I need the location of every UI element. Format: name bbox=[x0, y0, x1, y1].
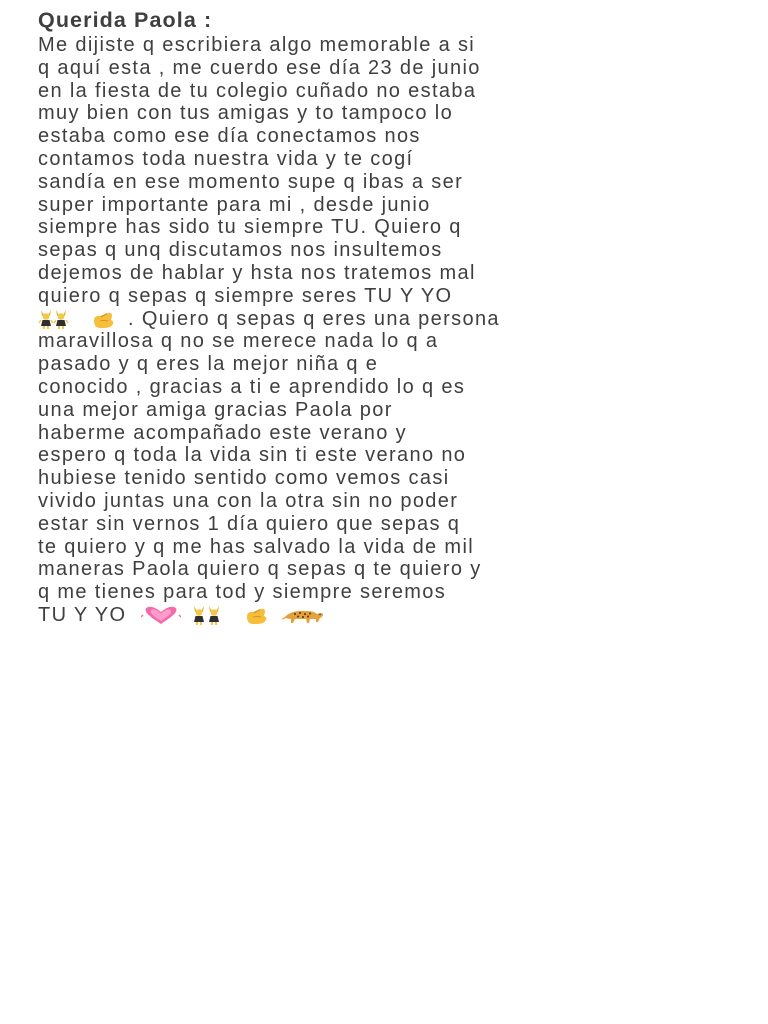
crossed-fingers-icon bbox=[243, 605, 271, 625]
letter-line: Me dijiste q escribiera algo memorable a si bbox=[38, 34, 476, 56]
women-with-bunny-ears-icon bbox=[38, 309, 80, 329]
letter-line: maneras Paola quiero q sepas q te quiero y bbox=[38, 558, 482, 581]
letter-line: espero q toda la vida sin ti este verano no bbox=[38, 444, 467, 467]
letter-line-text: . Quiero q sepas q eres una persona bbox=[128, 307, 500, 330]
letter-line: hubiese tenido sentido como vemos casi bbox=[38, 467, 450, 490]
letter-line: conocido , gracias a ti e aprendido lo q es bbox=[38, 375, 466, 398]
letter-line: super importante para mi , desde junio bbox=[38, 193, 431, 216]
letter-line: dejemos de hablar y hsta nos tratemos mal bbox=[38, 261, 476, 284]
letter-line: en la fiesta de tu colegio cuñado no estaba bbox=[38, 79, 477, 102]
letter bbox=[38, 6, 744, 627]
letter-line: quiero q sepas q siempre seres TU Y YO bbox=[38, 284, 453, 307]
letter-line-with-emoji bbox=[38, 308, 744, 331]
letter-line: te quiero y q me has salvado la vida de mil bbox=[38, 535, 475, 558]
letter-line: estaba como ese día conectamos nos bbox=[38, 125, 421, 148]
crossed-fingers-icon bbox=[90, 309, 118, 329]
letter-line: sandía en ese momento supe q ibas a ser bbox=[38, 170, 464, 193]
letter-line: una mejor amiga gracias Paola por bbox=[38, 398, 393, 421]
letter-line: haberme acompañado este verano y bbox=[38, 421, 407, 444]
letter-line: vivido juntas una con la otra sin no poder bbox=[38, 489, 459, 512]
letter-line-text: TU Y YO bbox=[38, 603, 127, 626]
letter-line: contamos toda nuestra vida y te cogí bbox=[38, 147, 414, 170]
letter-line: muy bien con tus amigas y to tampoco lo bbox=[38, 102, 454, 125]
letter-line: pasado y q eres la mejor niña q e bbox=[38, 353, 379, 376]
letter-line: maravillosa q no se merece nada lo q a bbox=[38, 330, 439, 353]
leopard-icon bbox=[281, 607, 325, 625]
letter-closing-line bbox=[38, 604, 744, 627]
letter-line: q me tienes para tod y siempre seremos bbox=[38, 581, 447, 604]
letter-line: sepas q unq discutamos nos insultemos bbox=[38, 239, 443, 262]
letter-line: siempre has sido tu siempre TU. Quiero q bbox=[38, 216, 462, 239]
women-with-bunny-ears-icon bbox=[191, 605, 233, 625]
letter-line: q aquí esta , me cuerdo ese día 23 de junio bbox=[38, 56, 481, 79]
letter-line: estar sin vernos 1 día quiero que sepas q bbox=[38, 512, 461, 535]
growing-heart-icon bbox=[141, 605, 181, 625]
letter-title: Querida Paola : bbox=[38, 8, 213, 32]
